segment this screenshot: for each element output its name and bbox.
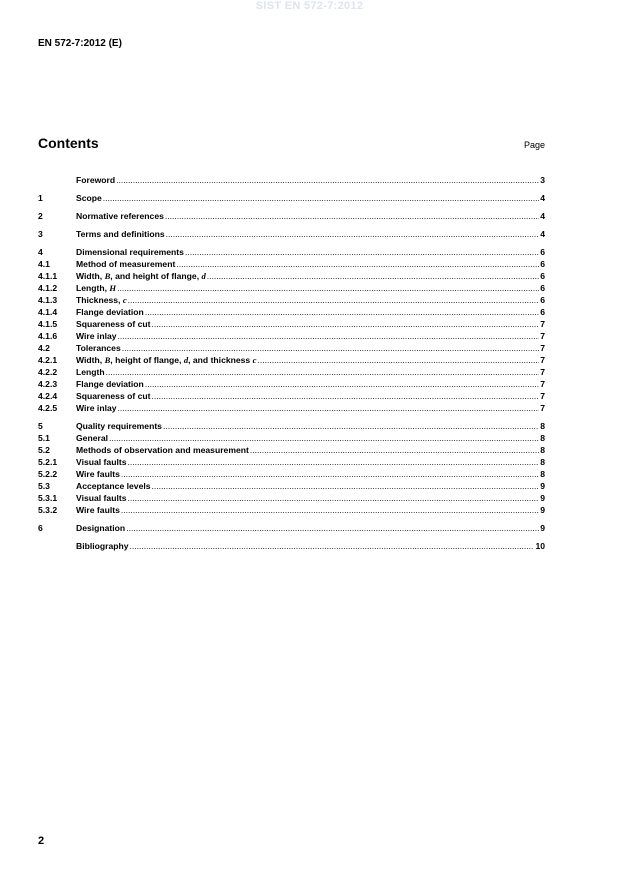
toc-entry[interactable] [38,432,545,444]
toc-entry-number: 5.3 [38,481,50,491]
toc-entry[interactable] [38,378,545,390]
toc-entry-title: Length, H [76,283,117,293]
toc-entry-page: 4 [540,211,545,221]
toc-dot-leader [118,331,540,342]
toc-dot-leader [127,493,539,504]
toc-dot-leader [118,403,540,414]
toc-entry-number: 4.1.1 [38,271,58,281]
toc-entry-page: 9 [540,523,545,533]
toc-entry-title: Flange deviation [76,307,144,317]
toc-entry-page: 8 [540,445,545,455]
toc-entry[interactable] [38,306,545,318]
toc-entry[interactable] [38,258,545,270]
toc-dot-leader [116,175,539,186]
toc-dot-leader [130,541,535,552]
toc-entry[interactable] [38,246,545,258]
toc-entry[interactable] [38,402,545,414]
toc-entry[interactable] [38,270,545,282]
toc-dot-leader [126,523,539,534]
page-column-label: Page [523,140,545,150]
toc-entry[interactable] [38,504,545,516]
toc-entry-page: 8 [540,421,545,431]
toc-dot-leader [145,307,539,318]
toc-entry-page: 8 [540,433,545,443]
standard-id: EN 572-7:2012 (E) [38,38,122,49]
toc-dot-leader [152,391,540,402]
toc-entry-title: Wire inlay [76,403,117,413]
toc-dot-leader [117,283,539,294]
toc-dot-leader [207,271,539,282]
toc-entry[interactable] [38,192,545,204]
toc-entry-page: 10 [535,541,545,551]
toc-entry[interactable] [38,444,545,456]
toc-entry-page: 7 [540,343,545,353]
toc-entry-title: Bibliography [76,541,129,551]
toc-entry-number: 4.2.2 [38,367,58,377]
toc-entry-number: 3 [38,229,43,239]
toc-entry-page: 4 [540,229,545,239]
toc-dot-leader [128,295,540,306]
toc-entry-number: 5 [38,421,43,431]
toc-entry-title: Width, B, and height of flange, d [76,271,206,281]
toc-entry-title: Squareness of cut [76,319,151,329]
toc-entry[interactable] [38,228,545,240]
toc-entry-page: 6 [540,295,545,305]
toc-entry-number: 5.2.2 [38,469,58,479]
toc-entry-number: 4.2.1 [38,355,58,365]
toc-entry-title: Visual faults [76,457,127,467]
toc-dot-leader [121,505,539,516]
toc-entry[interactable] [38,330,545,342]
toc-entry-title: Length [76,367,105,377]
toc-entry-number: 5.1 [38,433,50,443]
toc-entry-page: 3 [540,175,545,185]
toc-entry-page: 7 [540,379,545,389]
toc-entry-page: 6 [540,247,545,257]
toc-entry-number: 4.1.2 [38,283,58,293]
toc-dot-leader [122,343,539,354]
toc-dot-leader [176,259,539,270]
toc-entry-number: 1 [38,193,43,203]
toc-dot-leader [106,367,540,378]
toc-entry[interactable] [38,390,545,402]
toc-entry-title: Visual faults [76,493,127,503]
toc-entry-title: Scope [76,193,102,203]
toc-entry-title: Designation [76,523,126,533]
toc-entry-page: 7 [540,331,545,341]
toc-entry-number: 4.2.5 [38,403,58,413]
toc-entry-page: 8 [540,457,545,467]
toc-entry[interactable] [38,282,545,294]
toc-entry-page: 7 [540,403,545,413]
toc-entry[interactable] [38,210,545,222]
toc-entry[interactable] [38,522,545,534]
toc-dot-leader [250,445,539,456]
toc-dot-leader [152,481,540,492]
toc-entry-page: 7 [540,367,545,377]
toc-entry-number: 4 [38,247,43,257]
toc-entry-number: 5.3.2 [38,505,58,515]
toc-entry-number: 4.1 [38,259,50,269]
toc-dot-leader [163,421,539,432]
toc-entry[interactable] [38,492,545,504]
toc-entry[interactable] [38,468,545,480]
toc-dot-leader [152,319,540,330]
toc-entry-title: Method of measurement [76,259,176,269]
toc-entry[interactable] [38,366,545,378]
toc-entry-title: Wire faults [76,505,120,515]
toc-entry-number: 4.2.4 [38,391,58,401]
toc-entry[interactable] [38,420,545,432]
toc-entry[interactable] [38,354,545,366]
table-of-contents [38,174,545,552]
toc-entry-number: 4.2 [38,343,50,353]
toc-dot-leader [121,469,539,480]
toc-dot-leader [165,211,539,222]
toc-entry[interactable] [38,318,545,330]
contents-title: Contents [38,135,99,151]
toc-entry-number: 2 [38,211,43,221]
toc-dot-leader [127,457,539,468]
toc-entry-number: 4.2.3 [38,379,58,389]
toc-entry-page: 7 [540,355,545,365]
toc-entry-title: Flange deviation [76,379,144,389]
toc-dot-leader [109,433,539,444]
toc-entry-page: 9 [540,481,545,491]
toc-entry-title: Width, B, height of flange, d, and thickness c [76,355,257,365]
toc-entry-title: Wire faults [76,469,120,479]
toc-entry-title: Tolerances [76,343,121,353]
toc-entry-page: 6 [540,283,545,293]
toc-dot-leader [166,229,540,240]
toc-entry[interactable] [38,456,545,468]
toc-entry[interactable] [38,342,545,354]
toc-entry-page: 6 [540,307,545,317]
toc-entry[interactable] [38,294,545,306]
toc-dot-leader [145,379,539,390]
toc-entry-title: Wire inlay [76,331,117,341]
toc-dot-leader [103,193,539,204]
toc-entry-title: Squareness of cut [76,391,151,401]
toc-entry-title: Quality requirements [76,421,162,431]
toc-entry-title: Terms and definitions [76,229,165,239]
toc-entry-title: Thickness, c [76,295,127,305]
toc-entry-number: 6 [38,523,43,533]
toc-entry[interactable] [38,174,545,186]
toc-entry-number: 4.1.5 [38,319,58,329]
toc-entry-title: Normative references [76,211,164,221]
toc-entry-title: Dimensional requirements [76,247,184,257]
toc-entry-page: 6 [540,271,545,281]
toc-entry-page: 8 [540,469,545,479]
toc-entry[interactable] [38,540,545,552]
toc-entry-page: 7 [540,391,545,401]
toc-entry-number: 4.1.6 [38,331,58,341]
toc-entry-title: Acceptance levels [76,481,151,491]
toc-entry-page: 9 [540,493,545,503]
toc-entry-number: 4.1.3 [38,295,58,305]
toc-entry-page: 4 [540,193,545,203]
watermark: SIST EN 572-7:2012 [255,0,364,12]
toc-entry-number: 5.3.1 [38,493,58,503]
page-number: 2 [38,835,45,847]
toc-entry-title: Methods of observation and measurement [76,445,249,455]
toc-entry-page: 7 [540,319,545,329]
toc-entry-title: General [76,433,109,443]
toc-entry-page: 6 [540,259,545,269]
toc-entry-page: 9 [540,505,545,515]
toc-dot-leader [257,355,539,366]
toc-entry-number: 4.1.4 [38,307,58,317]
toc-dot-leader [185,247,539,258]
toc-entry-number: 5.2.1 [38,457,58,467]
toc-entry-number: 5.2 [38,445,50,455]
toc-entry[interactable] [38,480,545,492]
toc-entry-title: Foreword [76,175,116,185]
